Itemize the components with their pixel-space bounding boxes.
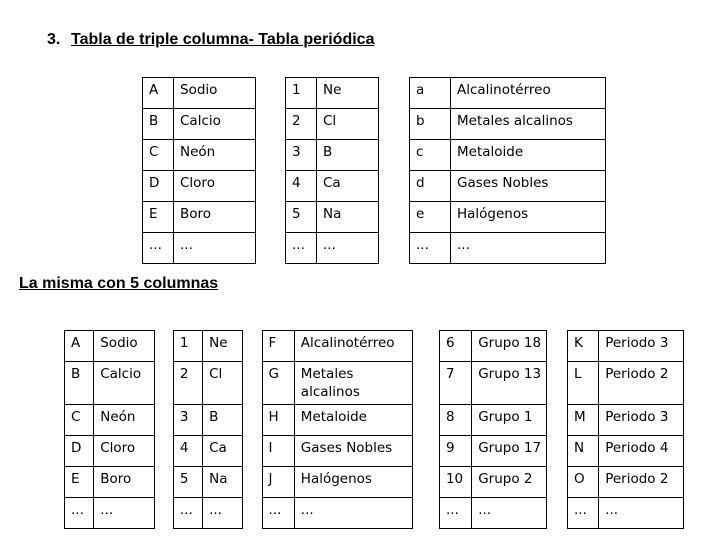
cell: O [567,467,598,498]
cell: B [143,109,174,140]
cell: ... [286,233,317,264]
cell: 9 [439,436,471,467]
cell: 3 [173,405,202,436]
cell: Halógenos [451,202,606,233]
cell: 4 [173,436,202,467]
cell: ... [599,498,684,529]
column-gap [154,436,173,467]
column-gap [379,202,410,233]
cell: D [65,436,94,467]
column-gap [243,362,262,405]
cell: Ca [203,436,243,467]
table-row [65,467,684,498]
column-gap [243,498,262,529]
table-row [65,498,684,529]
table-row [143,140,606,171]
cell: C [143,140,174,171]
cell: J [262,467,294,498]
column-gap [256,171,286,202]
column-gap [546,405,567,436]
cell: 10 [439,467,471,498]
cell: Gases Nobles [294,436,412,467]
column-gap [154,498,173,529]
five-column-heading: La misma con 5 columnas [19,275,219,292]
cell: Neón [174,140,256,171]
cell: ... [317,233,379,264]
table-row [65,436,684,467]
section-number: 3. [47,31,61,48]
cell: Na [317,202,379,233]
column-gap [256,202,286,233]
cell: Periodo 3 [599,331,684,362]
cell: Grupo 18 [472,331,547,362]
five-column-table [64,330,684,529]
cell: G [262,362,294,405]
table-row [143,78,606,109]
column-gap [243,331,262,362]
cell: Cl [203,362,243,405]
column-gap [412,436,439,467]
cell: Metaloide [451,140,606,171]
cell: ... [439,498,471,529]
column-gap [154,362,173,405]
column-gap [412,362,439,405]
cell: b [410,109,451,140]
cell: Cl [317,109,379,140]
cell: K [567,331,598,362]
cell: ... [173,498,202,529]
table-row [65,362,684,405]
column-gap [243,436,262,467]
cell: Halógenos [294,467,412,498]
column-gap [243,467,262,498]
table-row [143,171,606,202]
column-gap [546,467,567,498]
cell: B [203,405,243,436]
cell: Neón [94,405,154,436]
cell: e [410,202,451,233]
cell: 2 [286,109,317,140]
column-gap [243,405,262,436]
column-gap [379,140,410,171]
cell: Na [203,467,243,498]
cell: 5 [286,202,317,233]
cell: Ne [317,78,379,109]
cell: D [143,171,174,202]
cell: 7 [439,362,471,405]
column-gap [412,405,439,436]
cell: ... [410,233,451,264]
cell: Periodo 4 [599,436,684,467]
cell: Alcalinotérreo [451,78,606,109]
cell: d [410,171,451,202]
cell: 3 [286,140,317,171]
cell: ... [567,498,598,529]
column-gap [256,109,286,140]
cell: c [410,140,451,171]
column-gap [546,331,567,362]
cell: Calcio [94,362,154,405]
cell: Boro [174,202,256,233]
cell: ... [451,233,606,264]
cell: Calcio [174,109,256,140]
column-gap [154,405,173,436]
cell: ... [174,233,256,264]
table-row [143,202,606,233]
cell: E [143,202,174,233]
section-title: Tabla de triple columna- Tabla periódica [71,31,375,48]
cell: 8 [439,405,471,436]
cell: 6 [439,331,471,362]
cell: L [567,362,598,405]
cell: Metales alcalinos [451,109,606,140]
cell: ... [294,498,412,529]
cell: Alcalinotérreo [294,331,412,362]
cell: Ca [317,171,379,202]
table-row [143,233,606,264]
cell: B [65,362,94,405]
cell: E [65,467,94,498]
column-gap [379,171,410,202]
cell: C [65,405,94,436]
cell: a [410,78,451,109]
cell: ... [65,498,94,529]
cell: Grupo 17 [472,436,547,467]
column-gap [154,467,173,498]
cell: ... [94,498,154,529]
cell: Grupo 1 [472,405,547,436]
cell: Cloro [174,171,256,202]
column-gap [412,498,439,529]
cell: M [567,405,598,436]
cell: N [567,436,598,467]
cell: ... [472,498,547,529]
cell: Metaloide [294,405,412,436]
cell: Periodo 2 [599,362,684,405]
cell: ... [262,498,294,529]
cell: ... [143,233,174,264]
cell: 5 [173,467,202,498]
cell: Sodio [94,331,154,362]
column-gap [379,78,410,109]
cell: 4 [286,171,317,202]
table-row [143,109,606,140]
cell: A [65,331,94,362]
column-gap [546,498,567,529]
column-gap [546,436,567,467]
cell: Grupo 13 [472,362,547,405]
cell: Periodo 2 [599,467,684,498]
column-gap [546,362,567,405]
table-row [65,405,684,436]
table-row [65,331,684,362]
column-gap [154,331,173,362]
cell: Periodo 3 [599,405,684,436]
cell: Cloro [94,436,154,467]
cell: Sodio [174,78,256,109]
cell: Gases Nobles [451,171,606,202]
cell: Ne [203,331,243,362]
cell: 1 [286,78,317,109]
column-gap [412,467,439,498]
cell: 2 [173,362,202,405]
column-gap [256,140,286,171]
column-gap [412,331,439,362]
cell: Boro [94,467,154,498]
cell: B [317,140,379,171]
cell: ... [203,498,243,529]
column-gap [379,233,410,264]
column-gap [256,78,286,109]
triple-column-table [142,77,606,264]
cell: Grupo 2 [472,467,547,498]
cell: A [143,78,174,109]
column-gap [379,109,410,140]
cell: I [262,436,294,467]
cell: F [262,331,294,362]
cell: 1 [173,331,202,362]
cell: H [262,405,294,436]
column-gap [256,233,286,264]
cell: Metales alcalinos [294,362,412,405]
